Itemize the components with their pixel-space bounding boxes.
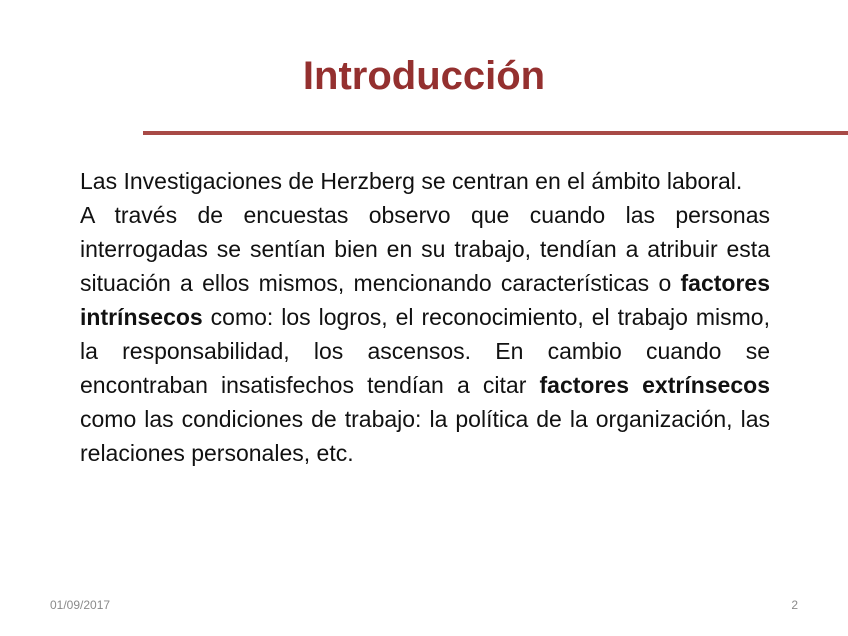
title-underline-rule [143, 131, 848, 135]
slide-body [80, 164, 770, 470]
slide-title [0, 54, 848, 99]
paragraph-main-text-1: A través de encuestas observo que cuando las personas interrogadas se sentían bien en su trabajo, tendían a atribuir esta situación a ellos mismos, mencionando características o [80, 202, 770, 296]
footer-date: 01/09/2017 [50, 598, 111, 612]
slide-title-text: Introducción [302, 54, 546, 98]
bold-term-intrinsic: factores intrínsecos [80, 270, 770, 330]
paragraph-main-text-2: como: los logros, el reconocimiento, el trabajo mismo, la responsabilidad, los ascensos. En cambio cuando se encontraban insatisfechos tendían a citar [80, 304, 770, 398]
footer-page-number: 2 [791, 598, 798, 612]
bold-term-extrinsic: factores extrínsecos [539, 372, 770, 398]
paragraph-intro: Las Investigaciones de Herzberg se centran en el ámbito laboral. [80, 168, 743, 194]
paragraph-main-text-3: como las condiciones de trabajo: la política de la organización, las relaciones personales, etc. [80, 406, 770, 466]
paragraph-main [80, 198, 770, 470]
